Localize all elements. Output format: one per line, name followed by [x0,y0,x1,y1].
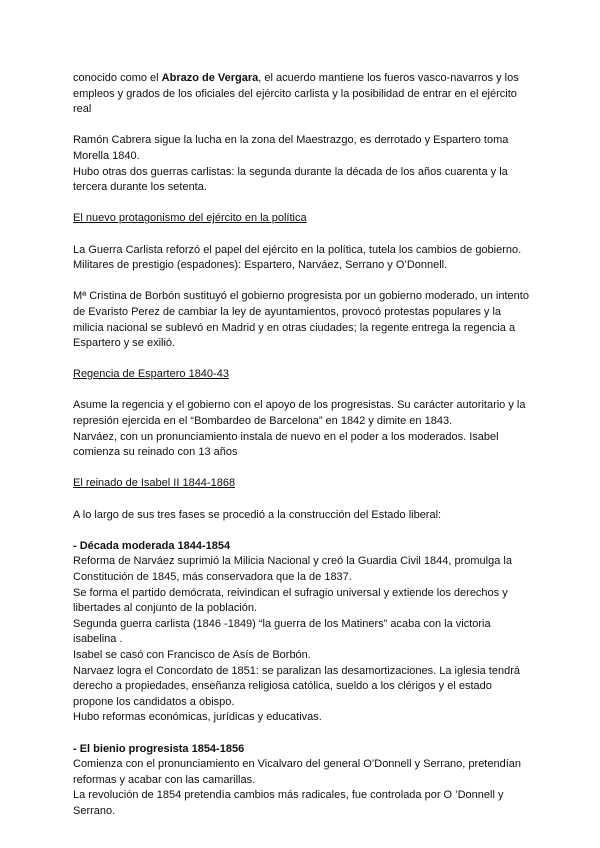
section-heading-army: El nuevo protagonismo del ejército en la política [73,212,307,225]
moderate-line: Isabel se casó con Francisco de Asís de Borbón. [73,648,311,661]
narvaez-paragraph: Narváez, con un pronunciamiento instala de nuevo en el poder a los moderados. Isabel comienza su reinado con 13 años [73,430,499,459]
moderate-line: Reforma de Narváez suprimió la Milicia Nacional y creó la Guardia Civil 1844, promulga la Constitución de 1845, más conservadora que la de 1837. [73,555,512,583]
progressive-biennium-heading: - El bienio progresista 1854-1856 [73,742,245,755]
moderate-line: Segunda guerra carlista (1846 -1849) “la guerra de los Matiners” acaba con la victoria isabelina . [73,617,491,646]
carlist-wars-paragraph: Hubo otras dos guerras carlistas: la segunda durante la década de los años cuarenta y la tercera durante los setenta. [73,165,508,194]
moderate-line: Se forma el partido demócrata, reivindican el sufragio universal y extiende los derechos y libertades al conjunto de la población. [73,586,508,615]
moderate-line: Narvaez logra el Concordato de 1851: se paralizan las desamortizaciones. La iglesia tendrá derecho a propiedades, enseñanza religiosa católica, sueldo a los clérigos y el estado propone los candidatos a obispo. [73,664,520,708]
reign-intro-paragraph: A lo largo de sus tres fases se procedió a la construcción del Estado liberal: [73,508,442,521]
moderate-decade-heading: - Década moderada 1844-1854 [73,539,231,552]
document-page [73,71,533,820]
progressive-line: Comienza con el pronunciamiento en Vicalvaro del general O’Donnell y Serrano, pretendían reformas y acabar con las camarillas. [73,758,522,786]
section-heading-reign: El reinado de Isabel II 1844-1868 [73,477,236,490]
regency-paragraph: Asume la regencia y el gobierno con el apoyo de los progresistas. Su carácter autoritario y la represión ejercida en el “Bombardeo de Barcelona” en 1842 y dimite en 1843. [73,399,526,428]
cabrera-paragraph: Ramón Cabrera sigue la lucha en la zona del Maestrazgo, es derrotado y Espartero toma Morella 1840. [73,134,509,162]
army-paragraph: La Guerra Carlista reforzó el papel del ejército en la política, tutela los cambios de gobierno. Militares de prestigio (espadones): Espartero, Narváez, Serrano y O’Donnell. [73,243,522,272]
moderate-line: Hubo reformas económicas, jurídicas y educativas. [73,711,322,724]
intro-paragraph: conocido como el Abrazo de Vergara, el acuerdo mantiene los fueros vasco-navarros y los empleos y grados de los oficiales del ejército carlista y la posibilidad de entrar en el ejército real [73,72,519,116]
cristina-paragraph: Mª Cristina de Borbón sustituyó el gobierno progresista por un gobierno moderado, un intento de Evaristo Perez de cambiar la ley de ayuntamientos, provocó protestas populares y la milicia nacional se sublevó en Madrid y en otras ciudades; la regente entrega la regencia a Espartero y se exilió. [73,290,529,350]
progressive-line: La revolución de 1854 pretendía cambios más radicales, fue controlada por O ’Donnell y Serrano. [73,789,504,817]
abrazo-vergara-bold: Abrazo de Vergara [161,72,259,84]
section-heading-regency: Regencia de Espartero 1840-43 [73,368,229,381]
